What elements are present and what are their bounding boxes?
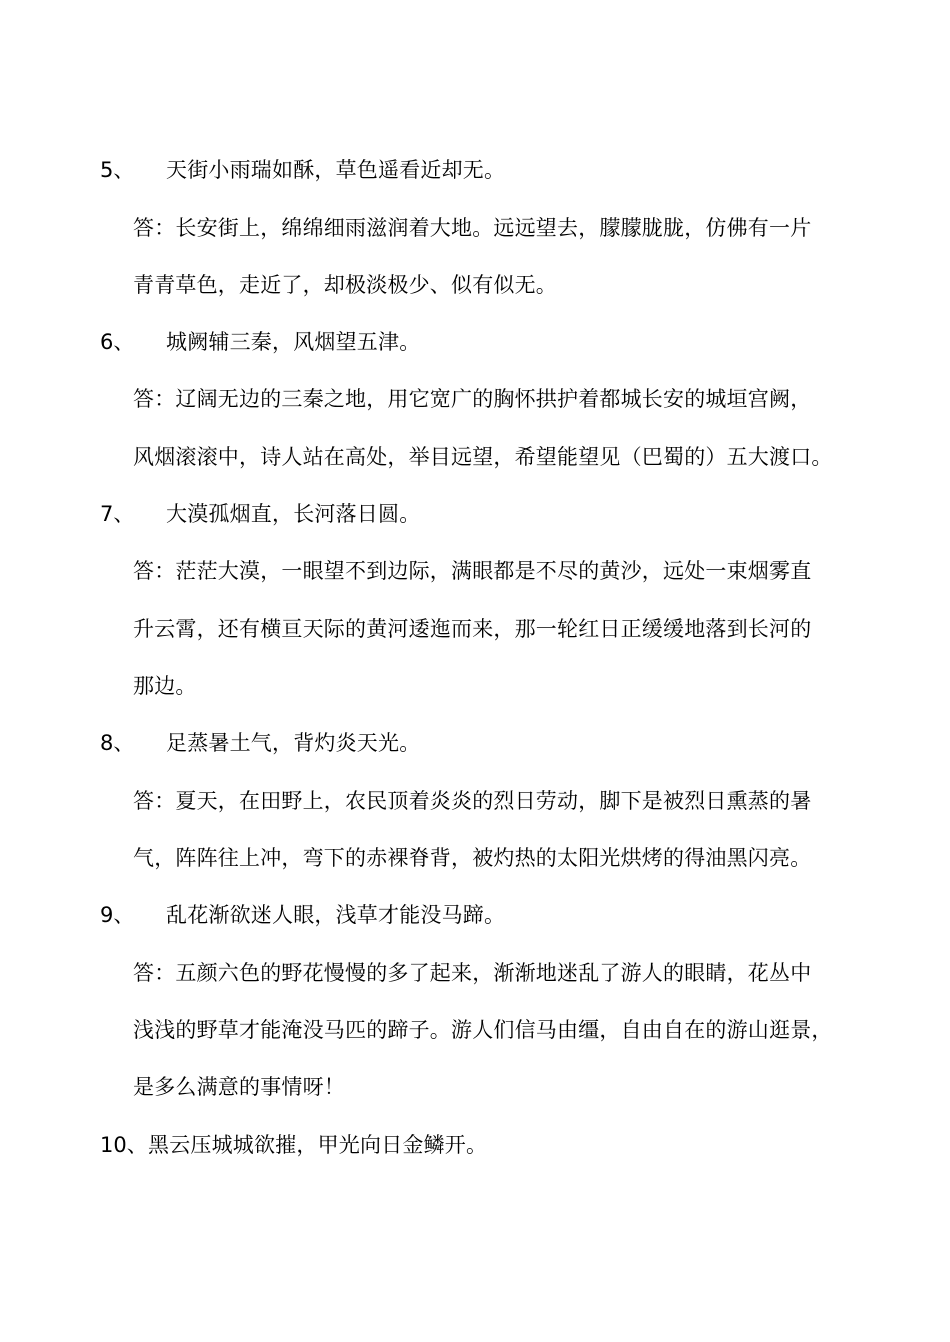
item-7-number: 7、 bbox=[100, 502, 135, 526]
item-7-answer-line-1: 答：茫茫大漠，一眼望不到边际，满眼都是不尽的黄沙，远处一束烟雾直 bbox=[133, 559, 812, 583]
item-6-question: 城阙辅三秦，风烟望五津。 bbox=[166, 330, 421, 354]
item-7-answer-line-2: 升云霄，还有横亘天际的黄河逶迤而来，那一轮红日正缓缓地落到长河的 bbox=[133, 617, 812, 641]
item-5-answer-line-2: 青青草色，走近了，却极淡极少、似有似无。 bbox=[133, 273, 557, 297]
item-6-answer-line-2: 风烟滚滚中，诗人站在高处，举目远望，希望能望见（巴蜀的）五大渡口。 bbox=[133, 445, 833, 469]
item-6-answer-line-1: 答：辽阔无边的三秦之地，用它宽广的胸怀拱护着都城长安的城垣宫阙， bbox=[133, 387, 812, 411]
item-8-number: 8、 bbox=[100, 731, 135, 755]
item-8-answer-line-1: 答：夏天，在田野上，农民顶着炎炎的烈日劳动，脚下是被烈日熏蒸的暑 bbox=[133, 789, 812, 813]
item-9-question: 乱花渐欲迷人眼，浅草才能没马蹄。 bbox=[166, 903, 506, 927]
item-8-answer-line-2: 气，阵阵往上冲，弯下的赤裸脊背，被灼热的太阳光烘烤的得油黑闪亮。 bbox=[133, 846, 812, 870]
item-9-answer-line-2: 浅浅的野草才能淹没马匹的蹄子。游人们信马由缰，自由自在的游山逛景， bbox=[133, 1018, 833, 1042]
item-9-answer-line-3: 是多么满意的事情呀！ bbox=[133, 1075, 345, 1099]
item-10-number: 10、 bbox=[100, 1133, 148, 1157]
item-5-answer-line-1: 答：长安街上，绵绵细雨滋润着大地。远远望去，朦朦胧胧，仿佛有一片 bbox=[133, 216, 812, 240]
item-5-question: 天街小雨瑞如酥，草色遥看近却无。 bbox=[166, 158, 506, 182]
item-7-question: 大漠孤烟直，长河落日圆。 bbox=[166, 502, 421, 526]
item-9-number: 9、 bbox=[100, 903, 135, 927]
item-8-question: 足蒸暑土气，背灼炎天光。 bbox=[166, 731, 421, 755]
item-5-number: 5、 bbox=[100, 158, 135, 182]
item-10-question: 黑云压城城欲摧，甲光向日金鳞开。 bbox=[148, 1133, 488, 1157]
item-6-number: 6、 bbox=[100, 330, 135, 354]
item-7-answer-line-3: 那边。 bbox=[133, 674, 197, 698]
item-9-answer-line-1: 答：五颜六色的野花慢慢的多了起来，渐渐地迷乱了游人的眼睛，花丛中 bbox=[133, 961, 812, 985]
